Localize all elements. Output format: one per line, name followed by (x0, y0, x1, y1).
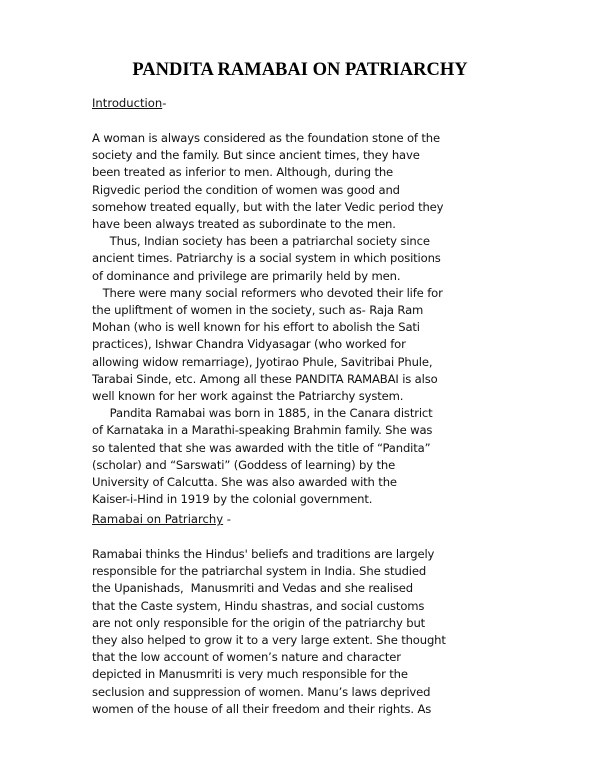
text-line: been treated as inferior to men. Although, during the (92, 165, 394, 180)
text-line: Ramabai thinks the Hindus' beliefs and traditions are largely (92, 547, 435, 561)
text-line: ancient times. Patriarchy is a social system in which positions (92, 251, 441, 266)
text-line: are not only responsible for the origin of the patriarchy but (92, 615, 426, 630)
text-line: that the low account of women’s nature and character (92, 650, 401, 665)
page-title: PANDITA RAMABAI ON PATRIARCHY (132, 60, 468, 80)
introduction-heading-suffix: - (162, 96, 167, 110)
text-line: Pandita Ramabai was born in 1885, in the Canara district (92, 406, 433, 421)
text-line: responsible for the patriarchal system in India. She studied (92, 564, 427, 579)
text-line: well known for her work against the Patriarchy system. (92, 389, 404, 404)
text-line: Mohan (who is well known for his effort to abolish the Sati (92, 320, 420, 335)
text-line: seclusion and suppression of women. Manu’s laws deprived (92, 684, 431, 699)
text-line: the upliftment of women in the society, such as- Raja Ram (92, 303, 424, 318)
text-line: the Upanishads, Manusmriti and Vedas and she realised (92, 581, 413, 596)
text-line: of Karnataka in a Marathi-speaking Brahmin family. She was (92, 423, 433, 438)
section-heading-ramabai-on-patriarchy (92, 512, 231, 526)
section-paragraphs (92, 546, 532, 718)
text-line: have been always treated as subordinate to the men. (92, 217, 396, 232)
text-line: they also helped to grow it to a very large extent. She thought (92, 633, 446, 648)
text-line: depicted in Manusmriti is very much responsible for the (92, 667, 408, 682)
text-line: that the Caste system, Hindu shastras, and social customs (92, 598, 425, 613)
text-line: Kaiser-i-Hind in 1919 by the colonial government. (92, 492, 373, 507)
text-line: of dominance and privilege are primarily held by men. (92, 268, 401, 283)
section-heading-suffix: - (223, 512, 231, 526)
text-line: A woman is always considered as the foundation stone of the (92, 131, 440, 145)
text-line: University of Calcutta. She was also awarded with the (92, 475, 397, 490)
text-line: society and the family. But since ancient times, they have (92, 148, 420, 163)
introduction-heading (92, 96, 166, 110)
text-line: somehow treated equally, but with the later Vedic period they (92, 199, 444, 214)
introduction-paragraphs (92, 130, 532, 508)
text-line: women of the house of all their freedom and their rights. As (92, 701, 432, 716)
text-line: (scholar) and “Sarswati” (Goddess of learning) by the (92, 457, 396, 472)
introduction-heading-label: Introduction (92, 96, 163, 110)
text-line: so talented that she was awarded with the title of “Pandita” (92, 440, 431, 455)
text-line: Tarabai Sinde, etc. Among all these PANDITA RAMABAI is also (92, 371, 438, 386)
text-line: Thus, Indian society has been a patriarchal society since (92, 234, 430, 249)
text-line: There were many social reformers who devoted their life for (92, 285, 443, 300)
text-line: practices), Ishwar Chandra Vidyasagar (who worked for (92, 337, 406, 352)
section-heading-label: Ramabai on Patriarchy (92, 512, 224, 526)
text-line: Rigvedic period the condition of women was good and (92, 182, 400, 197)
text-line: allowing widow remarriage), Jyotirao Phule, Savitribai Phule, (92, 354, 433, 369)
